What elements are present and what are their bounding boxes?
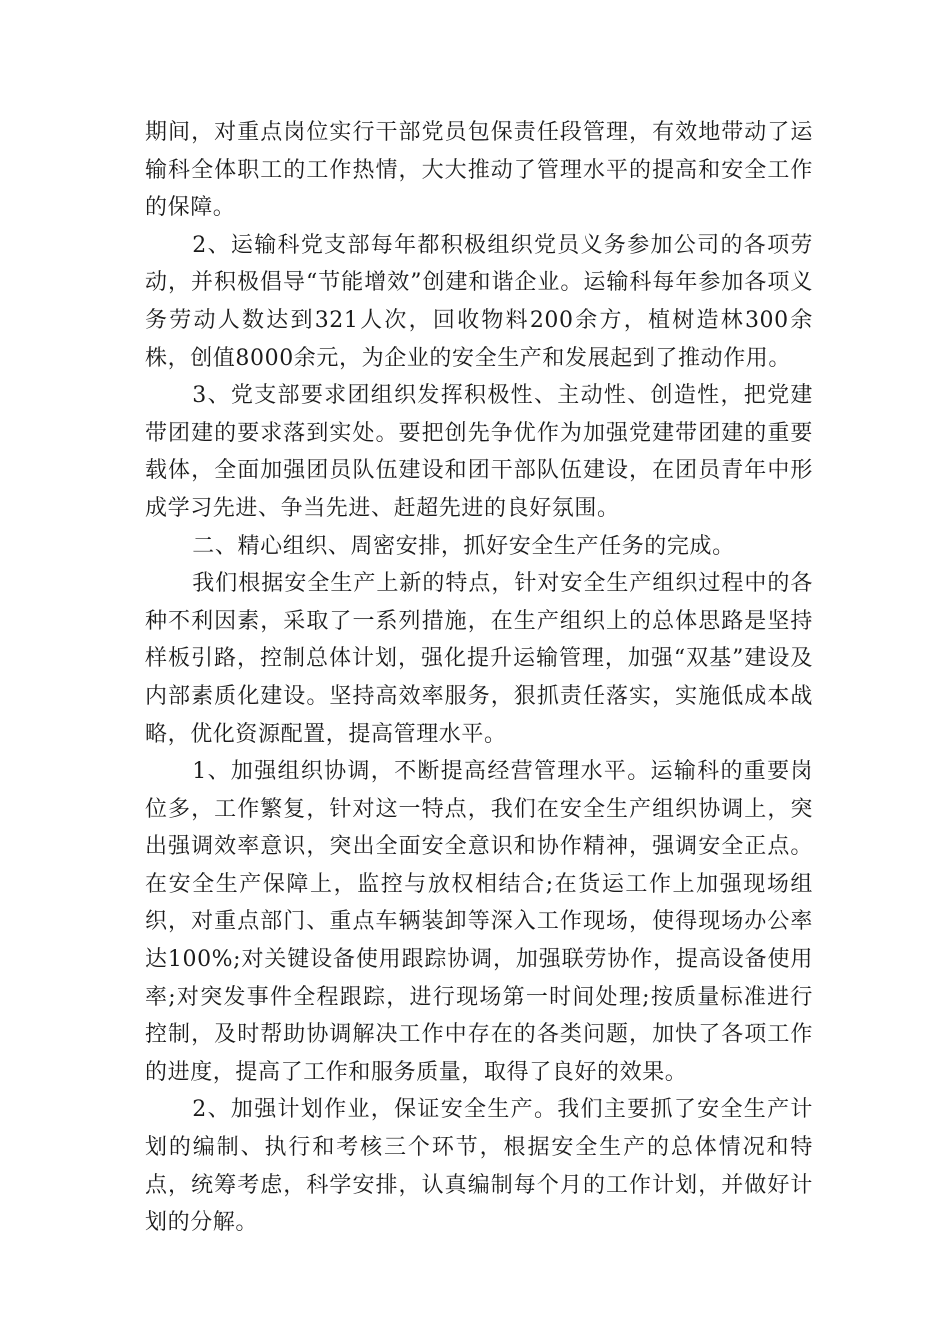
paragraph-1: 期间，对重点岗位实行干部党员包保责任段管理，有效地带动了运输科全体职工的工作热情，大大推动了管理水平的提高和安全工作的保障。: [145, 120, 813, 221]
paragraph-3: 3、党支部要求团组织发挥积极性、主动性、创造性，把党建带团建的要求落到实处。要把创先争优作为加强党建带团建的重要载体，全面加强团员队伍建设和团干部队伍建设，在团员青年中形成学习先进、争当先进、赶超先进的良好氛围。: [145, 383, 813, 521]
document-body: [145, 114, 813, 1242]
section-heading: 二、精心组织、周密安排，抓好安全生产任务的完成。: [192, 533, 735, 559]
paragraph-6: 2、加强计划作业，保证安全生产。我们主要抓了安全生产计划的编制、执行和考核三个环节，根据安全生产的总体情况和特点，统筹考虑，科学安排，认真编制每个月的工作计划，并做好计划的分解。: [145, 1097, 813, 1236]
paragraph-4: 我们根据安全生产上新的特点，针对安全生产组织过程中的各种不利因素，采取了一系列措施，在生产组织上的总体思路是坚持样板引路，控制总体计划，强化提升运输管理，加强“双基”建设及内部素质化建设。坚持高效率服务，狠抓责任落实，实施低成本战略，优化资源配置，提高管理水平。: [145, 571, 813, 747]
paragraph-5: 1、加强组织协调，不断提高经营管理水平。运输科的重要岗位多，工作繁复，针对这一特点，我们在安全生产组织协调上，突出强调效率意识，突出全面安全意识和协作精神，强调安全正点。在安全生产保障上，监控与放权相结合;在货运工作上加强现场组织，对重点部门、重点车辆装卸等深入工作现场，使得现场办公率达100%;对关键设备使用跟踪协调，加强联劳协作，提高设备使用率;对突发事件全程跟踪，进行现场第一时间处理;按质量标准进行控制，及时帮助协调解决工作中存在的各类问题，加快了各项工作的进度，提高了工作和服务质量，取得了良好的效果。: [145, 759, 813, 1085]
paragraph-2: 2、运输科党支部每年都积极组织党员义务参加公司的各项劳动，并积极倡导“节能增效”创建和谐企业。运输科每年参加各项义务劳动人数达到321人次，回收物料200余方，植树造林300余株，创值8000余元，为企业的安全生产和发展起到了推动作用。: [145, 232, 813, 371]
